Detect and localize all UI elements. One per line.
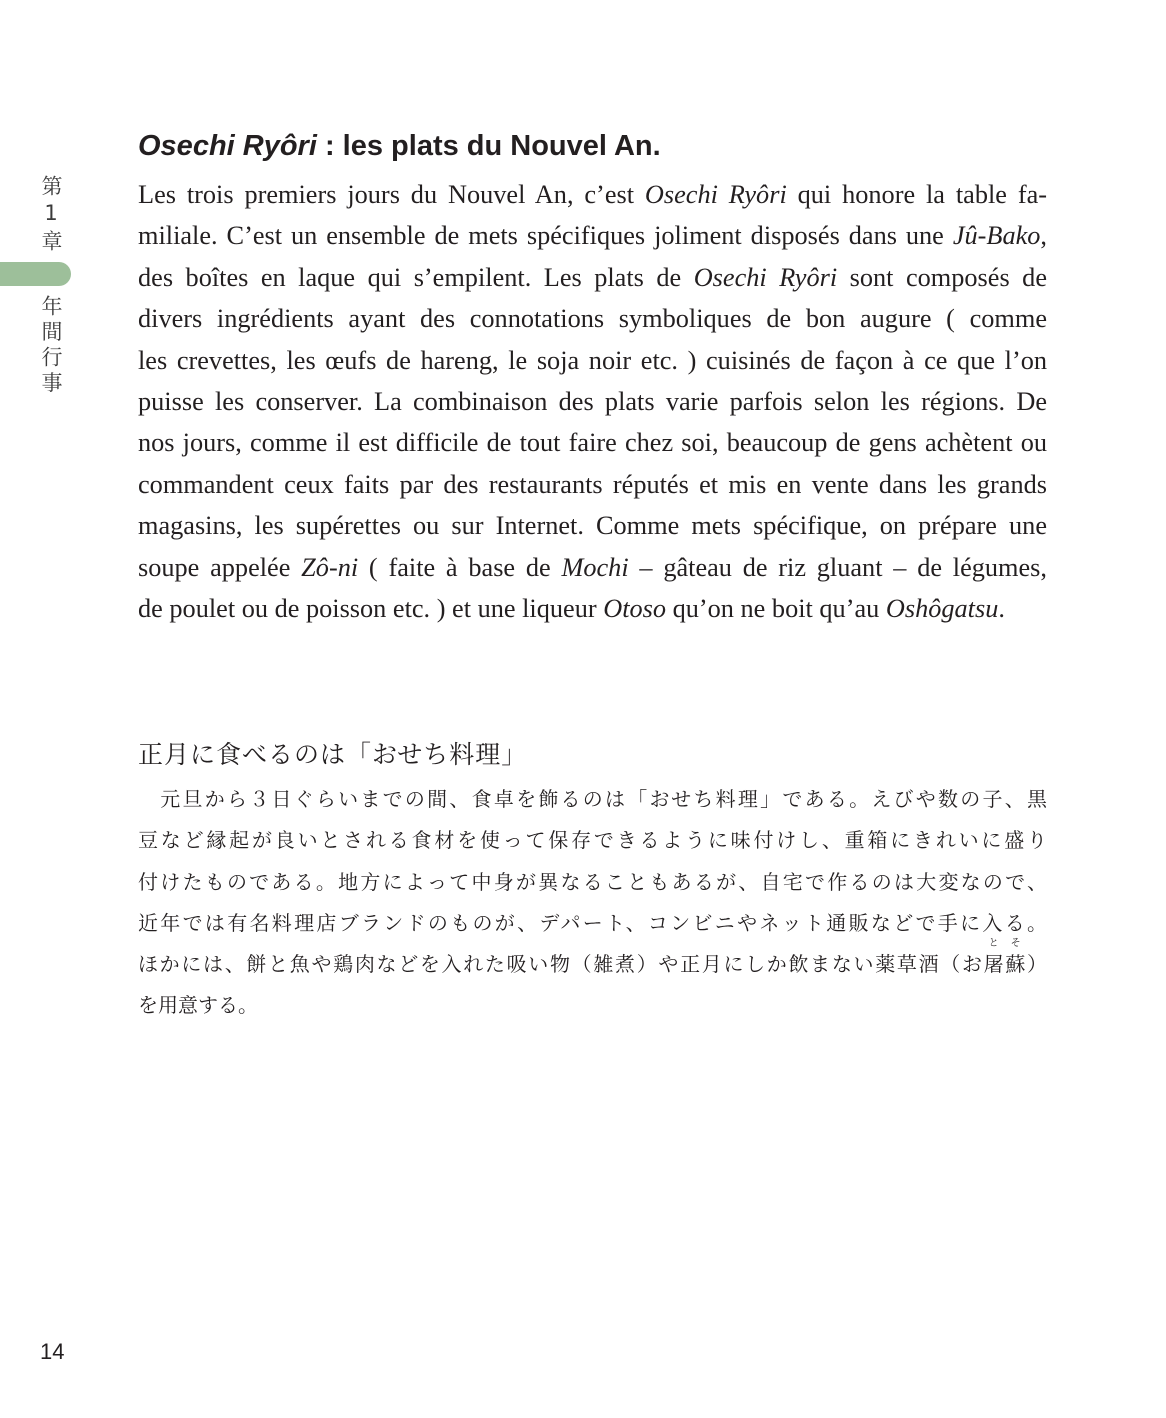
ruby-base: 屠蘇 (983, 952, 1028, 977)
paragraph-line (138, 257, 1047, 298)
paragraph-line (138, 588, 1047, 629)
paragraph-line (138, 464, 1047, 505)
italic-term: Osechi Ryôri (693, 262, 838, 292)
line-text: puisse les conserver. La combinaison des plats varie parfois selon les régions. De (138, 387, 1047, 417)
italic-term: Otoso (603, 594, 667, 624)
line-text: – gâteau de riz gluant – de légumes, (628, 552, 1047, 582)
paragraph-line (138, 298, 1047, 339)
line-text: , (1040, 221, 1047, 251)
line-text: magasins, les supérettes ou sur Internet. Comme mets spécifique, on prépare une (138, 511, 1047, 541)
paragraph-line (138, 505, 1047, 546)
page-number: 14 (40, 1339, 65, 1364)
paragraph-line (138, 422, 1047, 463)
paragraph-line: 付けたものである。地方によって中身が異なることもあるが、自宅で作るのは大変なので、 (138, 869, 1047, 894)
line-text: divers ingrédients ayant des connotations symboliques de bon augure ( comme (138, 304, 1047, 334)
line-text: miliale. C’est un ensemble de mets spécifiques joliment disposés dans une (138, 221, 953, 251)
french-paragraph (138, 174, 1047, 629)
section-label: 年間行事 (39, 295, 63, 397)
japanese-paragraph (138, 779, 1047, 1027)
french-title (138, 127, 661, 165)
italic-term: Oshôgatsu (885, 594, 999, 624)
line-text: nos jours, comme il est difficile de tout faire chez soi, beaucoup de gens achètent ou (138, 428, 1047, 458)
paragraph-line (138, 340, 1047, 381)
paragraph-line (138, 381, 1047, 422)
line-text: qui honore la table fa- (786, 180, 1047, 209)
line-text: commandent ceux faits par des restaurants réputés et mis en vente dans les grands (138, 469, 1047, 499)
paragraph-line: 元旦から３日ぐらいまでの間、食卓を飾るのは「おせち料理」である。えびや数の子、黒 (138, 787, 1047, 811)
paragraph-line (138, 215, 1047, 256)
line-text: ( faite à base de (358, 552, 562, 582)
italic-term: Mochi (561, 552, 629, 582)
line-text: . (998, 594, 1005, 624)
paragraph-line (138, 938, 1048, 985)
line-text: ） (1027, 952, 1048, 977)
title-italic-term: Osechi Ryôri (138, 130, 317, 162)
line-text: sont composés de (837, 262, 1047, 292)
italic-term: Zô-ni (301, 552, 359, 582)
line-text: des boîtes en laque qui s’empilent. Les plats de (138, 262, 694, 292)
paragraph-line: 近年では有名料理店ブランドのものが、デパート、コンビニやネット通販などで手に入る。 (138, 910, 1047, 935)
line-text: les crevettes, les œufs de hareng, le soja noir etc. ) cuisinés de façon à ce que l’on (138, 345, 1047, 375)
line-text: Les trois premiers jours du Nouvel An, c’est (138, 180, 645, 209)
paragraph-line (138, 174, 1047, 215)
paragraph-line: 豆など縁起が良いとされる食材を使って保存できるように味付けし、重箱にきれいに盛り (138, 828, 1047, 853)
line-text: qu’on ne boit qu’au (666, 594, 886, 624)
title-text: : les plats du Nouvel An. (316, 130, 661, 162)
chapter-tab (0, 262, 71, 286)
ruby-word (983, 938, 1033, 977)
italic-term: Osechi Ryôri (644, 180, 787, 209)
chapter-label: 第1章 (39, 175, 63, 256)
line-text: de poulet ou de poisson etc. ) et une liqueur (138, 594, 604, 624)
italic-term: Jû-Bako (952, 221, 1041, 251)
ruby-annotation: とそ (988, 938, 1033, 950)
japanese-heading: 正月に食べるのは「おせち料理」 (138, 740, 528, 769)
line-text: soupe appelée (138, 552, 302, 582)
line-text: ほかには、餅と魚や鶏肉などを入れた吸い物（雑煮）や正月にしか飲まない薬草酒（お (138, 952, 984, 977)
paragraph-line (138, 547, 1047, 588)
paragraph-line: を用意する。 (138, 993, 258, 1018)
